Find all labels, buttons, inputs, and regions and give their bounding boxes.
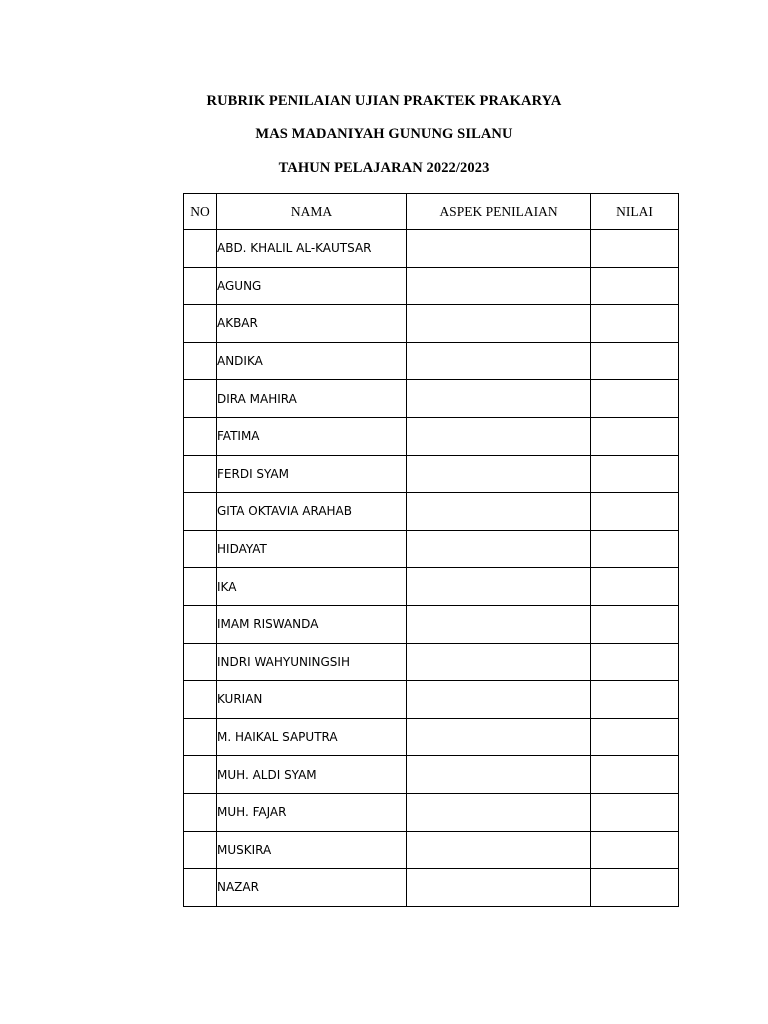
- cell-nilai: [591, 643, 679, 681]
- cell-nilai: [591, 455, 679, 493]
- cell-no: [184, 643, 217, 681]
- table-row: [184, 681, 679, 719]
- cell-nilai: [591, 342, 679, 380]
- cell-no: [184, 568, 217, 606]
- cell-nama: KURIAN: [217, 681, 407, 719]
- cell-nama: ANDIKA: [217, 342, 407, 380]
- cell-aspek-penilaian: [407, 530, 591, 568]
- cell-nama: ABD. KHALIL AL-KAUTSAR: [217, 230, 407, 268]
- cell-no: [184, 230, 217, 268]
- cell-nilai: [591, 605, 679, 643]
- table-row: [184, 305, 679, 343]
- cell-no: [184, 342, 217, 380]
- cell-nama: FERDI SYAM: [217, 455, 407, 493]
- cell-no: [184, 718, 217, 756]
- cell-no: [184, 380, 217, 418]
- table-header: [184, 194, 679, 230]
- cell-nama: MUSKIRA: [217, 831, 407, 869]
- cell-nilai: [591, 831, 679, 869]
- cell-nilai: [591, 793, 679, 831]
- cell-aspek-penilaian: [407, 793, 591, 831]
- cell-no: [184, 493, 217, 531]
- cell-nilai: [591, 305, 679, 343]
- cell-nama: NAZAR: [217, 869, 407, 907]
- rubric-table: [183, 193, 679, 907]
- cell-nama: MUH. ALDI SYAM: [217, 756, 407, 794]
- cell-aspek-penilaian: [407, 831, 591, 869]
- cell-aspek-penilaian: [407, 455, 591, 493]
- cell-nama: AKBAR: [217, 305, 407, 343]
- header-no: NO: [184, 194, 217, 230]
- table-row: [184, 643, 679, 681]
- cell-no: [184, 756, 217, 794]
- cell-nilai: [591, 267, 679, 305]
- cell-no: [184, 455, 217, 493]
- cell-aspek-penilaian: [407, 417, 591, 455]
- cell-nama: GITA OKTAVIA ARAHAB: [217, 493, 407, 531]
- cell-aspek-penilaian: [407, 718, 591, 756]
- cell-nama: AGUNG: [217, 267, 407, 305]
- cell-no: [184, 305, 217, 343]
- cell-no: [184, 605, 217, 643]
- header-row: [184, 194, 679, 230]
- cell-no: [184, 267, 217, 305]
- cell-aspek-penilaian: [407, 681, 591, 719]
- table-row: [184, 568, 679, 606]
- cell-no: [184, 831, 217, 869]
- cell-aspek-penilaian: [407, 869, 591, 907]
- table-row: [184, 530, 679, 568]
- cell-nilai: [591, 380, 679, 418]
- cell-aspek-penilaian: [407, 605, 591, 643]
- table-row: [184, 380, 679, 418]
- cell-aspek-penilaian: [407, 380, 591, 418]
- table-row: [184, 793, 679, 831]
- cell-nama: IKA: [217, 568, 407, 606]
- cell-aspek-penilaian: [407, 305, 591, 343]
- cell-nama: FATIMA: [217, 417, 407, 455]
- school-name: MAS MADANIYAH GUNUNG SILANU: [255, 126, 513, 142]
- cell-nilai: [591, 230, 679, 268]
- cell-nilai: [591, 681, 679, 719]
- table-row: [184, 267, 679, 305]
- table-row: [184, 455, 679, 493]
- cell-nama: M. HAIKAL SAPUTRA: [217, 718, 407, 756]
- cell-aspek-penilaian: [407, 342, 591, 380]
- cell-aspek-penilaian: [407, 756, 591, 794]
- table-body: [184, 230, 679, 907]
- cell-nilai: [591, 417, 679, 455]
- academic-year: TAHUN PELAJARAN 2022/2023: [278, 160, 490, 176]
- table-row: [184, 342, 679, 380]
- cell-nilai: [591, 718, 679, 756]
- cell-aspek-penilaian: [407, 267, 591, 305]
- cell-nilai: [591, 493, 679, 531]
- cell-aspek-penilaian: [407, 568, 591, 606]
- cell-no: [184, 417, 217, 455]
- cell-aspek-penilaian: [407, 493, 591, 531]
- cell-no: [184, 793, 217, 831]
- table-row: [184, 831, 679, 869]
- cell-nilai: [591, 530, 679, 568]
- document-title: RUBRIK PENILAIAN UJIAN PRAKTEK PRAKARYA: [206, 93, 562, 109]
- cell-aspek-penilaian: [407, 230, 591, 268]
- cell-nama: HIDAYAT: [217, 530, 407, 568]
- header-nilai: NILAI: [591, 194, 679, 230]
- header-nama: NAMA: [217, 194, 407, 230]
- cell-nama: IMAM RISWANDA: [217, 605, 407, 643]
- cell-no: [184, 530, 217, 568]
- table-row: [184, 869, 679, 907]
- cell-nilai: [591, 756, 679, 794]
- cell-nilai: [591, 869, 679, 907]
- cell-no: [184, 869, 217, 907]
- table-row: [184, 718, 679, 756]
- table-row: [184, 756, 679, 794]
- cell-aspek-penilaian: [407, 643, 591, 681]
- cell-nama: DIRA MAHIRA: [217, 380, 407, 418]
- table-row: [184, 230, 679, 268]
- cell-nama: INDRI WAHYUNINGSIH: [217, 643, 407, 681]
- cell-nama: MUH. FAJAR: [217, 793, 407, 831]
- cell-no: [184, 681, 217, 719]
- cell-nilai: [591, 568, 679, 606]
- table-row: [184, 417, 679, 455]
- header-aspek-penilaian: ASPEK PENILAIAN: [407, 194, 591, 230]
- table-row: [184, 493, 679, 531]
- table-row: [184, 605, 679, 643]
